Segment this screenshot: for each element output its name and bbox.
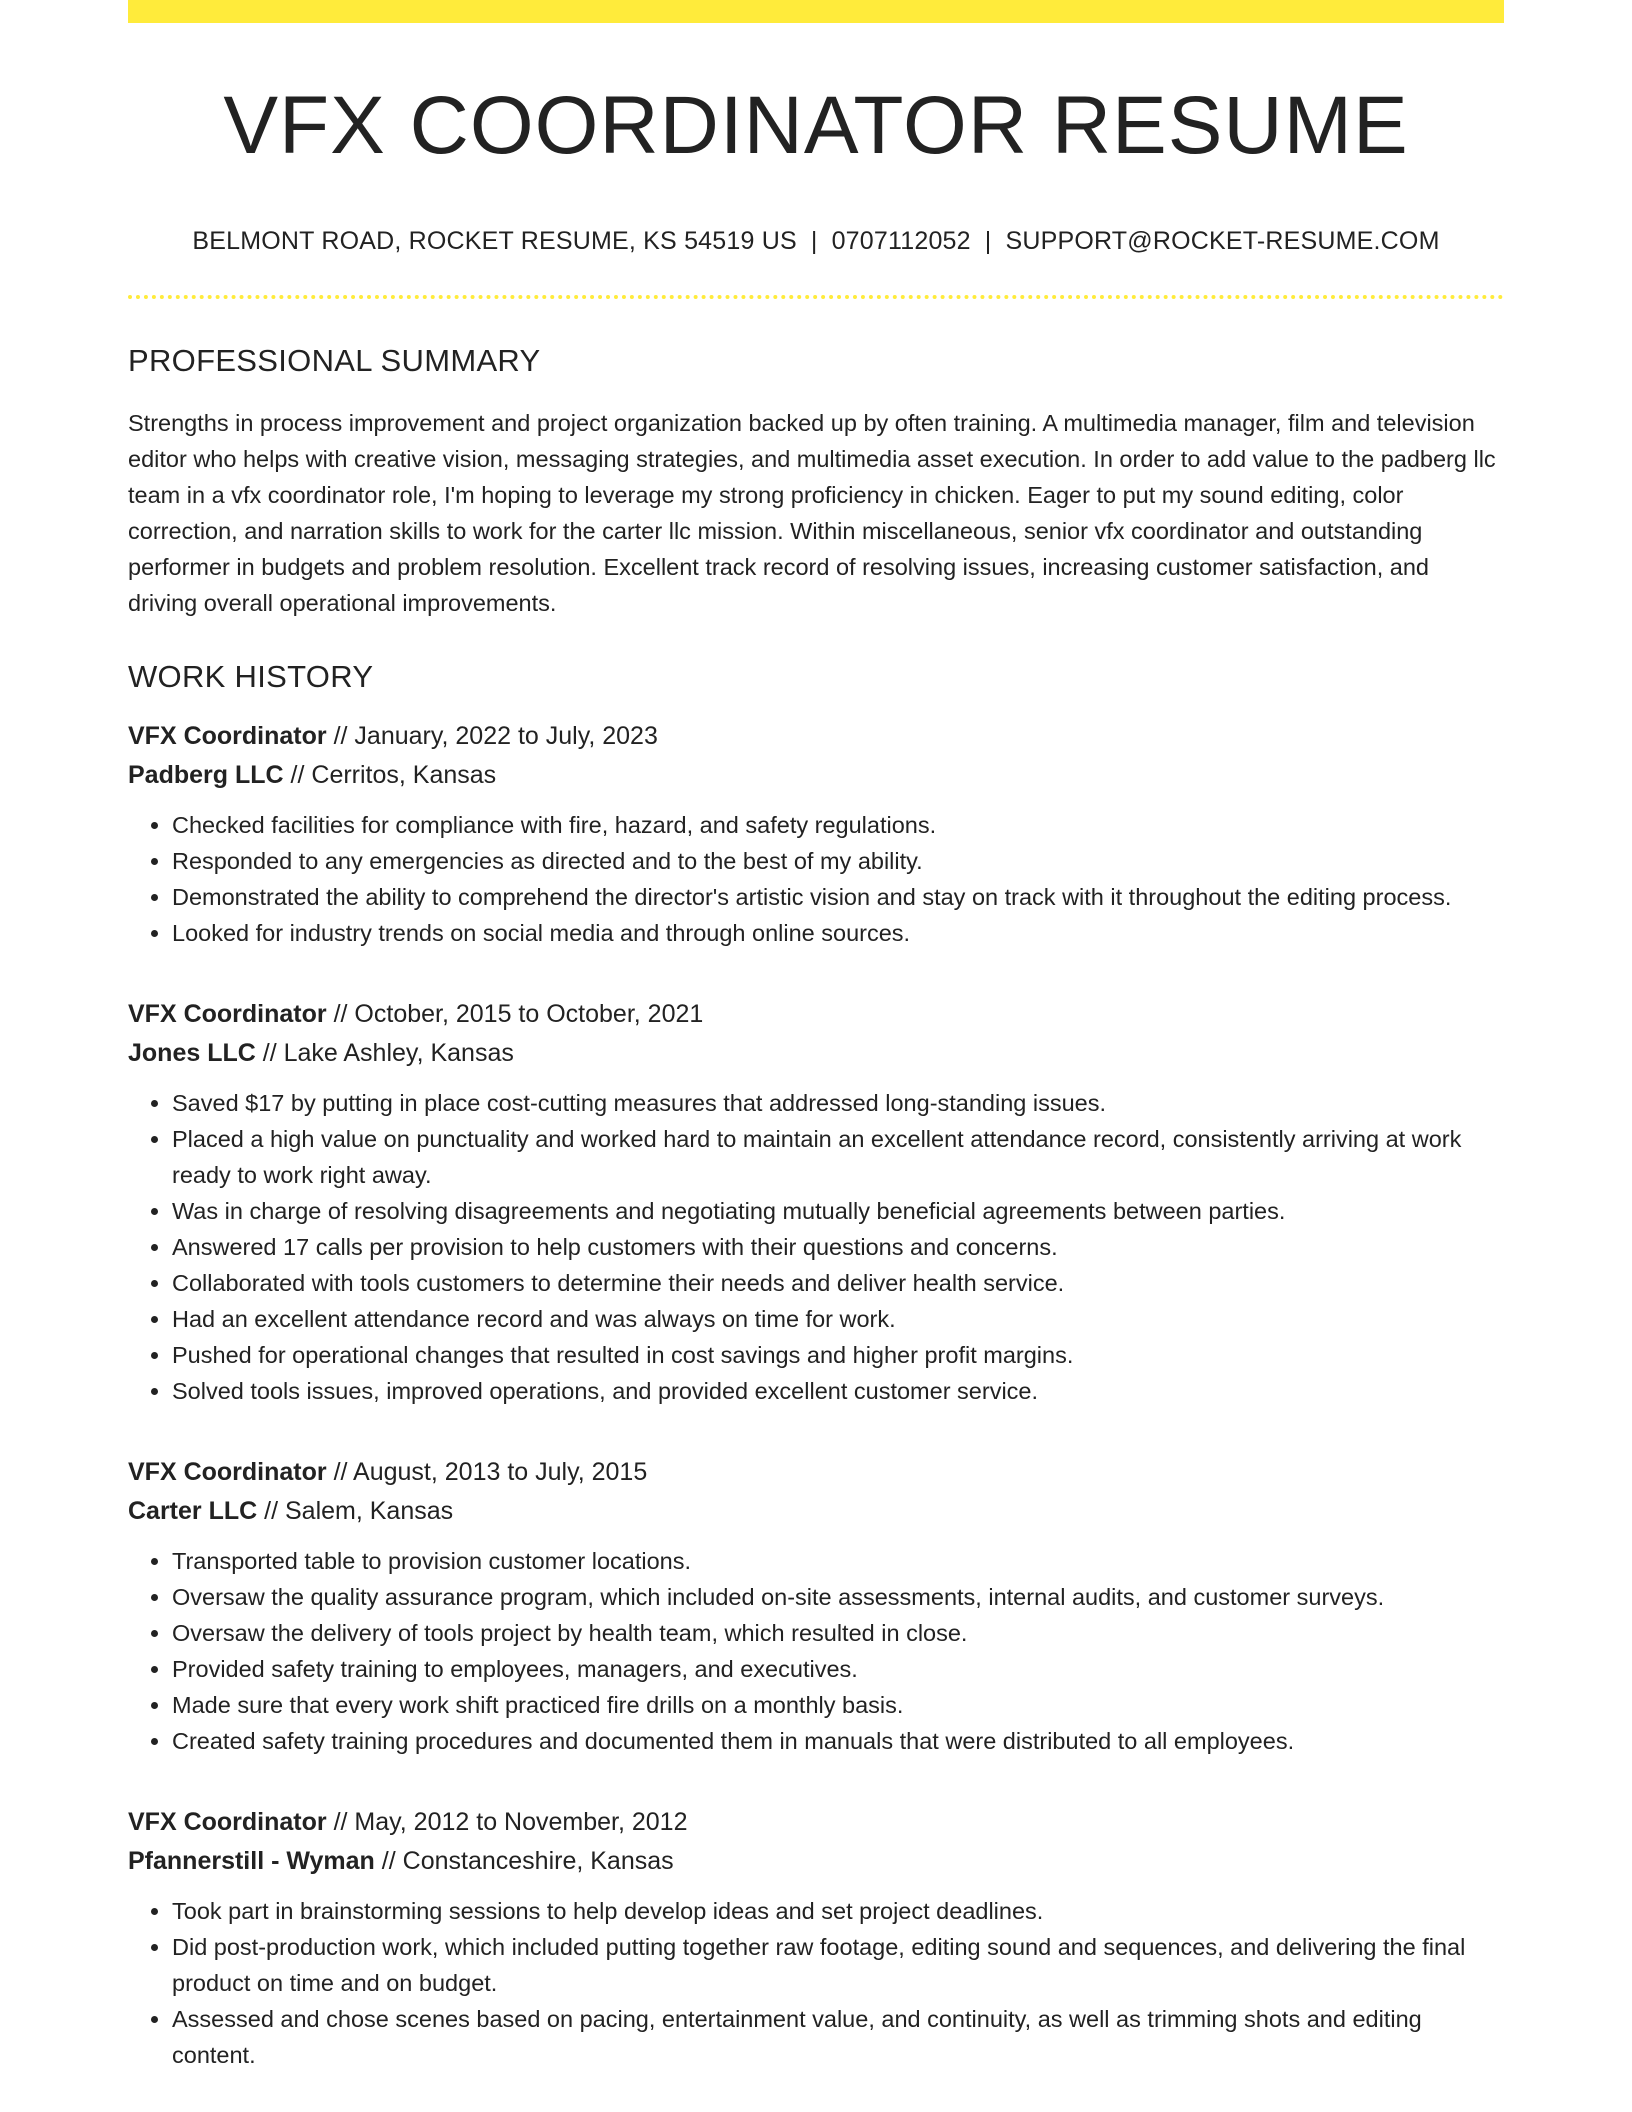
contact-separator: | <box>810 227 818 255</box>
job-title-line <box>128 1453 1504 1492</box>
job-bullet: • Looked for industry trends on social media and through online sources. <box>172 915 1504 951</box>
contact-address: BELMONT ROAD, ROCKET RESUME, KS 54519 US <box>192 227 797 255</box>
contact-phone: 0707112052 <box>831 227 971 255</box>
work-history-heading: WORK HISTORY <box>128 659 374 694</box>
job-bullet: • Checked facilities for compliance with fire, hazard, and safety regulations. <box>172 807 1504 843</box>
job-bullet: • Provided safety training to employees, managers, and executives. <box>172 1651 1504 1687</box>
contact-separator: | <box>984 227 992 255</box>
job-title-line <box>128 1803 1504 1842</box>
job-divider: // <box>264 1497 279 1525</box>
job-bullet: • Assessed and chose scenes based on pacing, entertainment value, and continuity, as well as trimming shots and editing content. <box>172 2001 1504 2073</box>
job-bullet: • Transported table to provision customer locations. <box>172 1543 1504 1579</box>
job-divider: // <box>333 1808 348 1836</box>
job-bullet: • Oversaw the quality assurance program, which included on-site assessments, internal audits, and customer surveys. <box>172 1579 1504 1615</box>
job-title-line <box>128 995 1504 1034</box>
job-company: Jones LLC <box>128 1039 256 1067</box>
job-bullet: • Pushed for operational changes that resulted in cost savings and higher profit margins. <box>172 1337 1504 1373</box>
dotted-divider <box>128 295 1504 299</box>
job-bullet: • Collaborated with tools customers to determine their needs and deliver health service. <box>172 1265 1504 1301</box>
job-divider: // <box>381 1847 396 1875</box>
job-company-line <box>128 1492 1504 1531</box>
job-dates: January, 2022 to July, 2023 <box>354 722 658 750</box>
job-bullet: • Created safety training procedures and documented them in manuals that were distributed to all employees. <box>172 1723 1504 1759</box>
job-entry <box>128 717 1504 951</box>
job-entry <box>128 995 1504 1409</box>
job-entry <box>128 1803 1504 2073</box>
job-title-line <box>128 717 1504 756</box>
job-bullet: • Demonstrated the ability to comprehend the director's artistic vision and stay on track with it throughout the editing process. <box>172 879 1504 915</box>
job-bullet: • Had an excellent attendance record and was always on time for work. <box>172 1301 1504 1337</box>
summary-text: Strengths in process improvement and project organization backed up by often training. A multimedia manager, film and television editor who helps with creative vision, messaging strategies, and multimedia asset execution. In order to add value to the padberg llc team in a vfx coordinator role, I'm hoping to leverage my strong proficiency in chicken. Eager to put my sound editing, color correction, and narration skills to work for the carter llc mission. Within miscellaneous, senior vfx coordinator and outstanding performer in budgets and problem resolution. Excellent track record of resolving issues, increasing customer satisfaction, and driving overall operational improvements. <box>128 410 1496 616</box>
job-divider: // <box>333 1458 348 1486</box>
job-role: VFX Coordinator <box>128 1458 327 1486</box>
job-location: Salem, Kansas <box>285 1497 454 1525</box>
job-bullet-list <box>128 807 1504 951</box>
job-bullet-list <box>128 1893 1504 2073</box>
job-dates: October, 2015 to October, 2021 <box>354 1000 704 1028</box>
contact-line <box>128 227 1504 256</box>
job-location: Cerritos, Kansas <box>311 761 497 789</box>
job-role: VFX Coordinator <box>128 1808 327 1836</box>
job-divider: // <box>262 1039 277 1067</box>
job-location: Constanceshire, Kansas <box>402 1847 674 1875</box>
job-bullet-list <box>128 1085 1504 1409</box>
job-company-line <box>128 1842 1504 1881</box>
job-divider: // <box>333 722 348 750</box>
job-bullet: • Responded to any emergencies as directed and to the best of my ability. <box>172 843 1504 879</box>
job-dates: August, 2013 to July, 2015 <box>353 1458 648 1486</box>
summary-heading: PROFESSIONAL SUMMARY <box>128 343 541 378</box>
job-bullet: • Oversaw the delivery of tools project by health team, which resulted in close. <box>172 1615 1504 1651</box>
job-bullet: • Answered 17 calls per provision to help customers with their questions and concerns. <box>172 1229 1504 1265</box>
job-bullet: • Was in charge of resolving disagreements and negotiating mutually beneficial agreements between parties. <box>172 1193 1504 1229</box>
job-company: Pfannerstill - Wyman <box>128 1847 375 1875</box>
job-divider: // <box>333 1000 348 1028</box>
job-bullet: • Took part in brainstorming sessions to help develop ideas and set project deadlines. <box>172 1893 1504 1929</box>
job-bullet: • Made sure that every work shift practiced fire drills on a monthly basis. <box>172 1687 1504 1723</box>
resume-title: VFX COORDINATOR RESUME <box>223 80 1409 171</box>
resume-page <box>128 0 1504 2073</box>
job-company: Carter LLC <box>128 1497 258 1525</box>
job-company-line <box>128 756 1504 795</box>
job-company-line <box>128 1034 1504 1073</box>
job-bullet-list <box>128 1543 1504 1759</box>
accent-bar <box>128 0 1504 23</box>
job-bullet: • Solved tools issues, improved operations, and provided excellent customer service. <box>172 1373 1504 1409</box>
contact-email: SUPPORT@ROCKET-RESUME.COM <box>1005 227 1440 255</box>
job-role: VFX Coordinator <box>128 722 327 750</box>
job-entry <box>128 1453 1504 1759</box>
job-divider: // <box>290 761 305 789</box>
job-bullet: • Did post-production work, which included putting together raw footage, editing sound and sequences, and delivering the final product on time and on budget. <box>172 1929 1504 2001</box>
job-company: Padberg LLC <box>128 761 284 789</box>
work-history-list <box>128 717 1504 2073</box>
job-role: VFX Coordinator <box>128 1000 327 1028</box>
job-dates: May, 2012 to November, 2012 <box>354 1808 688 1836</box>
job-bullet: • Saved $17 by putting in place cost-cutting measures that addressed long-standing issues. <box>172 1085 1504 1121</box>
job-bullet: • Placed a high value on punctuality and worked hard to maintain an excellent attendance record, consistently arriving at work ready to work right away. <box>172 1121 1504 1193</box>
job-location: Lake Ashley, Kansas <box>283 1039 514 1067</box>
